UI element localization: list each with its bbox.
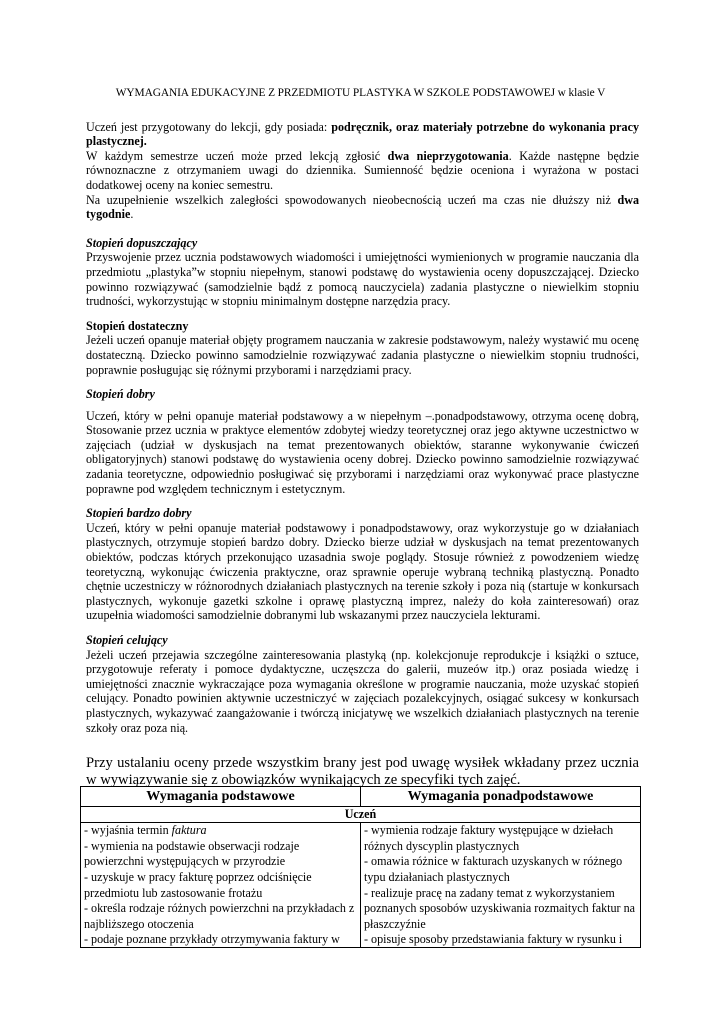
grade-heading: Stopień bardzo dobry: [86, 506, 192, 521]
table-subheader: Uczeń: [81, 806, 641, 823]
grade-description: Uczeń, który w pełni opanuje materiał podstawowy i ponadpodstawowy, oraz wykorzystuje go w działaniach plastycznych, otrzymuje stopień bardzo dobry. Dziecko bierze udział w dyskusjach na temat prezentowanych obiektów, podczas których przekonująco uzasadnia swoje poglądy. Stosuje również z powodzeniem wiedzę teoretyczną, wykonując ćwiczenia praktyczne, oraz sprawnie operuje wybraną techniką plastyczną. Ponadto chętnie uczestniczy w różnorodnych działaniach plastycznych na terenie szkoły i poza nią (startuje w konkursach plastycznych, wykonuje gazetki szkolne i oprawę plastyczną imprez, należy do koła zainteresowań) oraz uzupełnia wiadomości samodzielnie dobranymi lub wskazanymi przez nauczyciela lekturami.: [86, 520, 639, 623]
intro-paragraph-unprepared: [86, 149, 639, 193]
intro-paragraph-absence: [86, 193, 639, 222]
column-header-basic: Wymagania podstawowe: [81, 787, 361, 807]
grade-description: Uczeń, który w pełni opanuje materiał podstawowy a w niepełnym –.ponadpodstawowy, otrzyma ocenę dobrą, Stosowanie przez ucznia w praktyce elementów zdobytej wiedzy teoretycznej oraz jego aktywne uczestnictwo w zajęciach (udział w dyskusjach na temat prezentowanych obiektów, staranne wykonywanie ćwiczeń obligatoryjnych) stanowi podstawę do wystawienia oceny dobrej. Dziecko powinno samodzielnie rozwiązywać zadania teoretyczne, odpowiednio posługiwać się przyborami i narzędziami oraz wykonywać prace plastyczne poprawne pod względem technicznym i estetycznym.: [86, 408, 639, 496]
intro-bold-text: podręcznik, oraz materiały potrzebne do wykonania pracy plastycznej.: [86, 119, 640, 149]
intro-text: .: [130, 207, 134, 222]
intro-paragraph-preparation: [86, 120, 639, 149]
grade-section-celujacy: [86, 633, 639, 735]
list-item: - podaje poznane przykłady otrzymywania faktury w: [84, 932, 340, 947]
intro-bold-text: dwa nieprzygotowania: [387, 148, 509, 163]
column-header-extended: Wymagania ponadpodstawowe: [361, 787, 641, 807]
closing-statement: Przy ustalaniu oceny przede wszystkim brany jest pod uwagę wysiłek wkładany przez ucznia w wywiązywanie się z obowiązków wynikających ze specyfiki tych zajęć.: [86, 755, 639, 789]
grade-section-dostateczny: [86, 319, 639, 377]
intro-section: [86, 120, 639, 222]
list-item: - opisuje sposoby przedstawiania faktury w rysunku i: [364, 932, 623, 947]
table-subheader-row: [81, 806, 641, 823]
list-item: [84, 823, 357, 839]
grade-section-dopuszczajacy: [86, 236, 639, 309]
grade-section-dobry: [86, 387, 639, 496]
list-item: - uzyskuje w pracy fakturę poprzez odciśnięcie przedmiotu lub zastosowanie frotażu: [84, 869, 312, 900]
extended-requirements-cell: [361, 823, 641, 948]
intro-text: Na uzupełnienie wszelkich zaległości spowodowanych nieobecnością uczeń ma czas nie dłuższy niż: [86, 192, 618, 207]
term-faktura: faktura: [171, 823, 207, 838]
list-item: - wymienia na podstawie obserwacji rodzaje powierzchni występujących w przyrodzie: [84, 838, 300, 869]
grade-description: Jeżeli uczeń opanuje materiał objęty programem nauczania w zakresie podstawowym, należy wystawić mu ocenę dostateczną. Dziecko powinno samodzielnie rozwiązywać zadania plastyczne o niewielkim stopniu trudności, poprawnie posługując się różnymi przyborami i narzędziami pracy.: [86, 333, 639, 377]
grade-heading: Stopień dopuszczający: [86, 235, 198, 250]
list-item: - określa rodzaje różnych powierzchni na przykładach z najbliższego otoczenia: [84, 901, 355, 931]
intro-bold-text: dwa tygodnie: [86, 192, 639, 222]
basic-requirements-cell: [81, 823, 361, 948]
grade-heading: Stopień dobry: [86, 387, 155, 402]
grade-description: Jeżeli uczeń przejawia szczególne zainteresowania plastyką (np. kolekcjonuje reprodukcje i książki o sztuce, przygotowuje referaty i pomoce dydaktyczne, uczęszcza do galerii, muzeów itp.) oraz posiada wiedzę i umiejętności znacznie wykraczające poza wymagania określone w programie nauczania, może uzyskać stopień celujący. Ponadto powinien aktywnie uczestniczyć w zajęciach pozalekcyjnych, osiągać sukcesy w konkursach plastycznych, wykazywać zaangażowanie i twórczą inicjatywę we wszelkich działaniach plastycznych na terenie szkoły oraz poza nią.: [86, 647, 639, 735]
list-item: - wymienia rodzaje faktury występujące w dziełach różnych dyscyplin plastycznych: [364, 823, 614, 853]
table-header-row: [81, 787, 641, 807]
list-item-text: - wyjaśnia termin: [84, 823, 172, 838]
requirements-table: [80, 786, 641, 948]
list-item: - omawia różnice w fakturach uzyskanych w różnego typu działaniach plastycznych: [364, 854, 623, 884]
intro-text: W każdym semestrze uczeń może przed lekcją zgłosić: [86, 148, 388, 163]
table-row: [81, 823, 641, 948]
intro-text: . Każde następne będzie równoznaczne z otrzymaniem uwagi do dziennika. Sumienność będzie oceniona i wyrażona w postaci dodatkowej oceny na koniec semestru.: [86, 148, 639, 192]
grade-description: Przyswojenie przez ucznia podstawowych wiadomości i umiejętności wymienionych w programie nauczania dla przedmiotu „plastyka”w stopniu niepełnym, stanowi podstawę do wystawienia oceny dopuszczającej. Dziecko powinno rozwiązywać (samodzielnie bądź z pomocą nauczyciela) zadania plastyczne o niewielkim stopniu trudności, wykorzystując w stopniu minimalnym dostępne narzędzia pracy.: [86, 250, 639, 309]
intro-text: Uczeń jest przygotowany do lekcji, gdy posiada:: [86, 119, 332, 134]
grade-section-bardzo-dobry: [86, 506, 639, 623]
list-item: - realizuje pracę na zadany temat z wykorzystaniem poznanych sposobów uzyskiwania rozmaitych faktur na płaszczyźnie: [364, 885, 636, 931]
grade-heading: Stopień celujący: [86, 633, 168, 647]
document-title: WYMAGANIA EDUKACYJNE Z PRZEDMIOTU PLASTYKA W SZKOLE PODSTAWOWEJ w klasie V: [115, 87, 606, 99]
document-page: [86, 86, 639, 804]
grade-heading: Stopień dostateczny: [86, 318, 189, 333]
